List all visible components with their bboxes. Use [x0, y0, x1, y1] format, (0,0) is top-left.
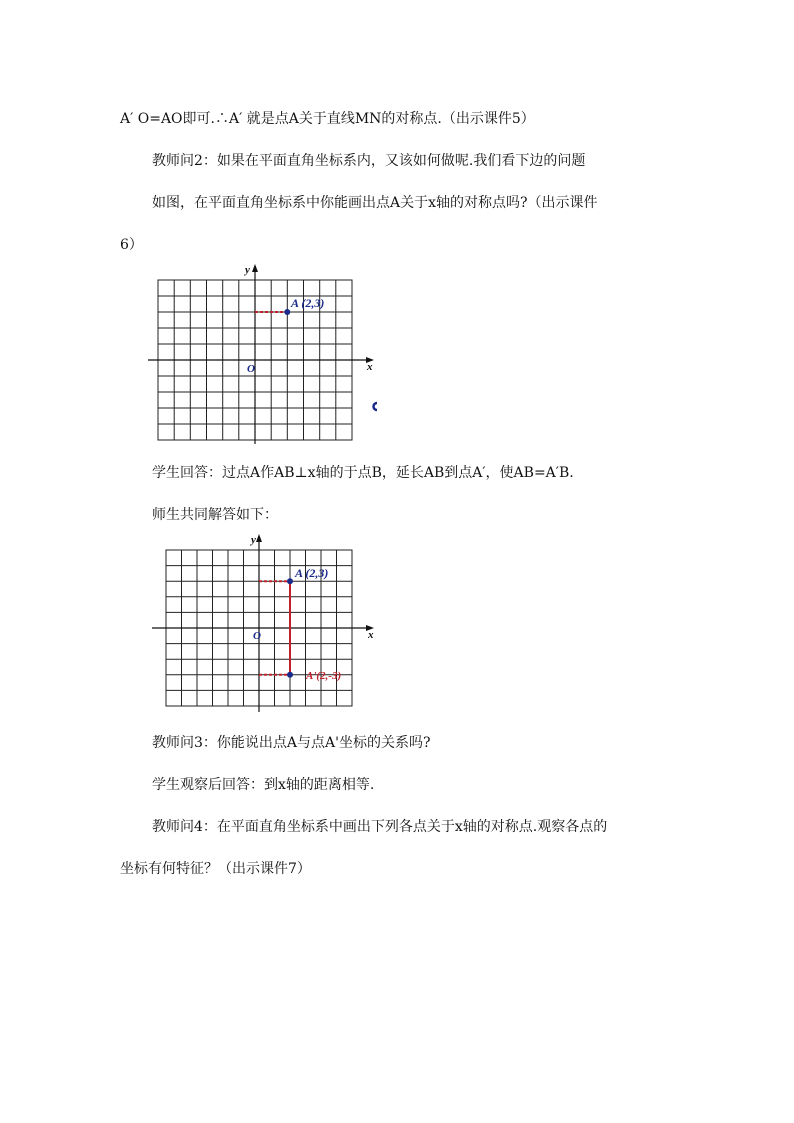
- point-a: [284, 309, 290, 315]
- x-axis-label: x: [368, 629, 374, 641]
- y-axis-arrow: [256, 534, 262, 542]
- paragraph-3a: 如图，在平面直角坐标系中你能画出点A关于x轴的对称点吗?（出示课件: [152, 195, 598, 211]
- paragraph-5: 师生共同解答如下：: [152, 507, 278, 523]
- paragraph-7: 学生观察后回答：到x轴的距离相等.: [152, 777, 375, 793]
- origin-label: O: [247, 363, 255, 375]
- paragraph-4: 学生回答：过点A作AB⊥x轴的于点B，延长AB到点A′，使AB=A′B.: [152, 465, 574, 481]
- point-a-label: A (2,3): [291, 296, 325, 310]
- point-a-prime-label: A'(2,-3): [306, 670, 342, 682]
- coordinate-figure-1: [148, 262, 388, 452]
- paragraph-3b: 6）: [120, 237, 143, 253]
- paragraph-6: 教师问3：你能说出点A与点A'坐标的关系吗?: [152, 735, 431, 751]
- point-a-label: A (2,3): [295, 566, 329, 580]
- x-axis-label: x: [367, 361, 373, 373]
- paragraph-2: 教师问2：如果在平面直角坐标系内，又该如何做呢.我们看下边的问题: [152, 153, 586, 169]
- y-axis-label: y: [245, 264, 250, 276]
- y-axis-label: y: [251, 534, 256, 546]
- stray-mark: [374, 403, 378, 410]
- paragraph-1: A′ O=AO即可.∴A′ 就是点A关于直线MN的对称点.（出示课件5）: [120, 111, 535, 127]
- point-a-prime: [287, 672, 293, 678]
- origin-label: O: [253, 630, 261, 642]
- paragraph-8b: 坐标有何特征？（出示课件7）: [120, 861, 311, 877]
- paragraph-8a: 教师问4：在平面直角坐标系中画出下列各点关于x轴的对称点.观察各点的: [152, 819, 608, 835]
- coordinate-figure-2: [148, 532, 388, 712]
- y-axis-arrow: [252, 264, 258, 272]
- point-a: [287, 578, 293, 584]
